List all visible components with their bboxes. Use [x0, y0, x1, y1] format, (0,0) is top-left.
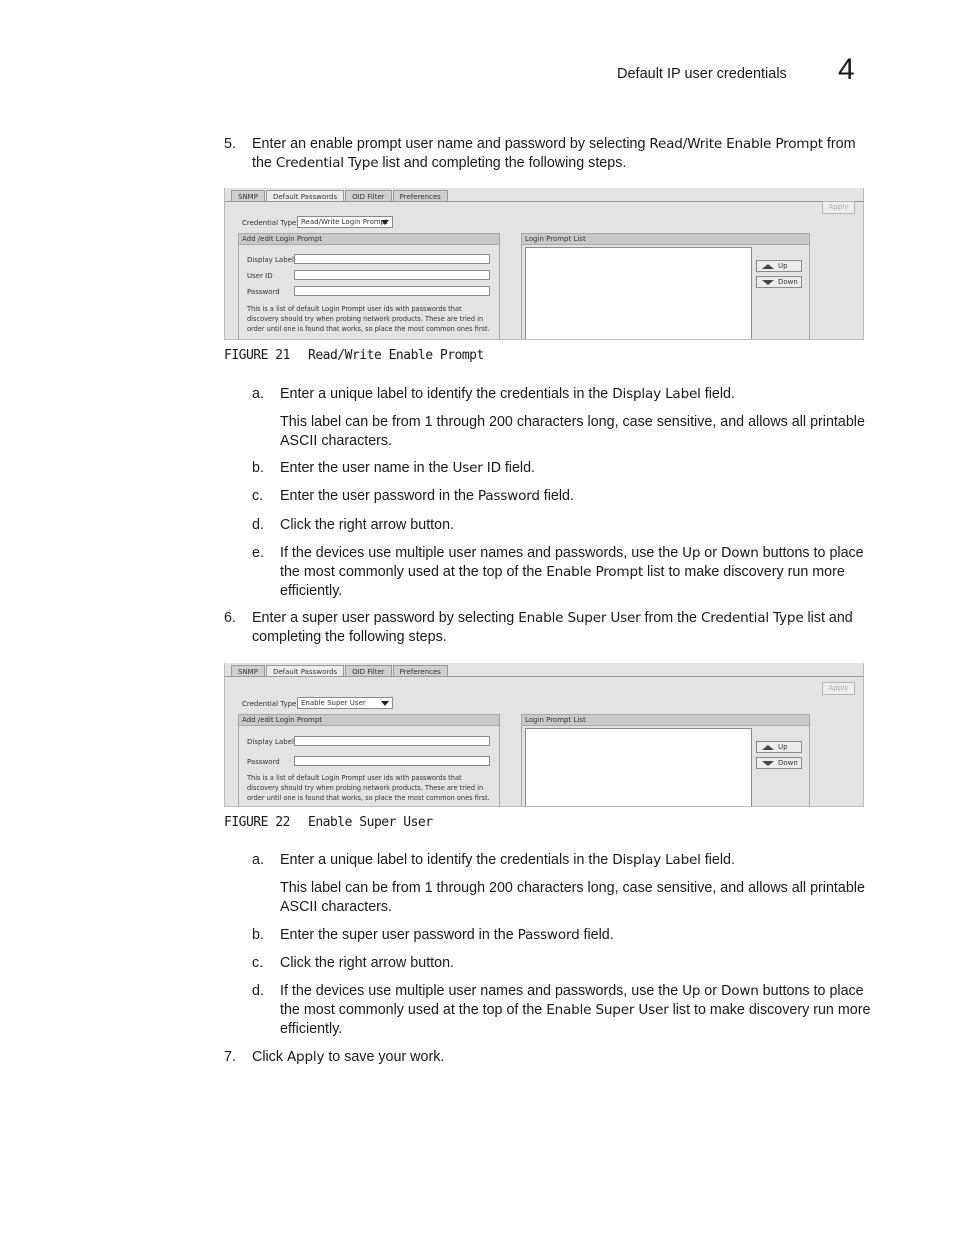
- user-id-label: User ID: [247, 272, 273, 280]
- figure-title: Enable Super User: [308, 815, 433, 830]
- figure-label: FIGURE 22: [224, 815, 290, 830]
- figure-21-caption: [224, 348, 484, 363]
- figure-22-screenshot: [224, 663, 864, 807]
- chapter-number: 4: [838, 53, 855, 86]
- help-note: This is a list of default Login Prompt user ids with passwords that discovery should try when probing network products. These are tried in order until one is found that works, so place the most common ones first.: [247, 305, 490, 333]
- step-number: 5.: [224, 136, 236, 152]
- credential-type-select[interactable]: Read/Write Login Prompt: [297, 216, 393, 228]
- figure-22-caption: [224, 815, 433, 830]
- display-label-label: Display Label: [247, 256, 294, 264]
- login-prompt-list[interactable]: [525, 247, 752, 340]
- display-label-field[interactable]: [294, 736, 490, 746]
- apply-button[interactable]: Apply: [822, 201, 855, 214]
- password-label: Password: [247, 288, 280, 296]
- step-6b: b. Enter the super user password in the Password field.: [252, 927, 614, 943]
- step-6a-note: This label can be from 1 through 200 characters long, case sensitive, and allows all printable ASCII characters.: [280, 880, 865, 915]
- login-prompt-list[interactable]: [525, 728, 752, 807]
- add-edit-panel: [238, 714, 500, 807]
- step-5d: d. Click the right arrow button.: [252, 517, 455, 533]
- step-6: 6. Enter a super user password by selecting Enable Super User from the Credential Type list and completing the following steps.: [224, 610, 853, 645]
- add-edit-panel: [238, 233, 500, 340]
- panel-title: Add /edit Login Prompt: [239, 715, 499, 726]
- step-7: 7. Click Apply to save your work.: [224, 1049, 445, 1065]
- tab-oid-filter[interactable]: OID Filter: [345, 665, 392, 677]
- step-6d: d. If the devices use multiple user names and passwords, use the Up or Down buttons to place the most commonly used at the top of the Enable Super User list to make discovery run more efficiently.: [252, 983, 871, 1037]
- step-5a: a. Enter a unique label to identify the credentials in the Display Label field.: [252, 386, 735, 402]
- down-button[interactable]: Down: [756, 757, 802, 769]
- panel-title: Add /edit Login Prompt: [239, 234, 499, 245]
- step-5a-note: This label can be from 1 through 200 characters long, case sensitive, and allows all printable ASCII characters.: [280, 414, 865, 449]
- down-button[interactable]: Down: [756, 276, 802, 288]
- apply-button[interactable]: Apply: [822, 682, 855, 695]
- figure-title: Read/Write Enable Prompt: [308, 348, 484, 363]
- arrow-up-icon: [762, 264, 774, 269]
- credential-type-label: Credential Type: [242, 700, 297, 708]
- credential-type-label: Credential Type: [242, 219, 297, 227]
- tab-snmp[interactable]: SNMP: [231, 190, 265, 202]
- tab-default-passwords[interactable]: Default Passwords: [266, 665, 344, 677]
- user-id-field[interactable]: [294, 270, 490, 280]
- display-label-label: Display Label: [247, 738, 294, 746]
- login-prompt-list-panel: [521, 714, 810, 807]
- password-field[interactable]: [294, 286, 490, 296]
- display-label-field[interactable]: [294, 254, 490, 264]
- panel-title: Login Prompt List: [522, 715, 809, 726]
- step-5c: c. Enter the user password in the Password field.: [252, 488, 574, 504]
- tab-oid-filter[interactable]: OID Filter: [345, 190, 392, 202]
- step-6a: a. Enter a unique label to identify the credentials in the Display Label field.: [252, 852, 735, 868]
- arrow-up-icon: [762, 745, 774, 750]
- login-prompt-list-panel: [521, 233, 810, 340]
- tab-preferences[interactable]: Preferences: [393, 665, 448, 677]
- tab-preferences[interactable]: Preferences: [393, 190, 448, 202]
- step-5e: e. If the devices use multiple user names and passwords, use the Up or Down buttons to place the most commonly used at the top of the Enable Prompt list to make discovery run more efficiently.: [252, 545, 864, 599]
- chevron-down-icon: [381, 701, 389, 706]
- arrow-down-icon: [762, 280, 774, 285]
- figure-21-screenshot: [224, 188, 864, 340]
- chevron-down-icon: [381, 220, 389, 225]
- password-label: Password: [247, 758, 280, 766]
- panel-title: Login Prompt List: [522, 234, 809, 245]
- arrow-down-icon: [762, 761, 774, 766]
- tab-snmp[interactable]: SNMP: [231, 665, 265, 677]
- step-5b: b. Enter the user name in the User ID field.: [252, 460, 536, 476]
- credential-type-select[interactable]: Enable Super User: [297, 697, 393, 709]
- step-text: Enter an enable prompt user name and password by selecting Read/Write Enable Prompt from the Credential Type list and completing the following steps.: [252, 136, 856, 171]
- up-button[interactable]: Up: [756, 741, 802, 753]
- up-button[interactable]: Up: [756, 260, 802, 272]
- tab-default-passwords[interactable]: Default Passwords: [266, 190, 344, 202]
- help-note: This is a list of default Login Prompt user ids with passwords that discovery should try when probing network products. These are tried in order until one is found that works, so place the most common ones first.: [247, 774, 490, 802]
- running-header-title: Default IP user credentials: [617, 66, 787, 82]
- step-5: [224, 135, 874, 173]
- figure-label: FIGURE 21: [224, 348, 290, 363]
- password-field[interactable]: [294, 756, 490, 766]
- step-6c: c. Click the right arrow button.: [252, 955, 455, 971]
